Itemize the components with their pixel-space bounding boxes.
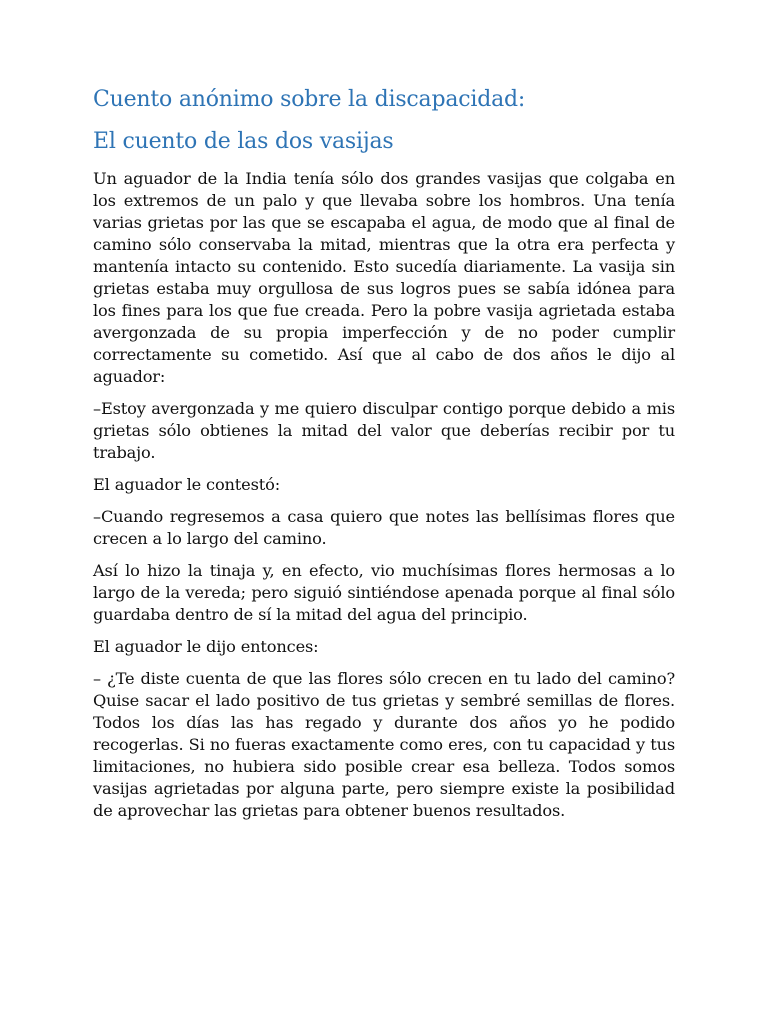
- document-page: [93, 84, 675, 832]
- document-subtitle: El cuento de las dos vasijas: [93, 129, 394, 154]
- paragraph-aguador-flowers: –Cuando regresemos a casa quiero que notes las bellísimas flores que crecen a lo largo del camino.: [93, 507, 675, 548]
- paragraph-vasija-apology: –Estoy avergonzada y me quiero disculpar contigo porque debido a mis grietas sólo obtienes la mitad del valor que deberías recibir por tu trabajo.: [93, 399, 675, 462]
- paragraph-moral: – ¿Te diste cuenta de que las flores sólo crecen en tu lado del camino? Quise sacar el lado positivo de tus grietas y sembré semillas de flores. Todos los días las has regado y durante dos años yo he podido recogerlas. Si no fueras exactamente como eres, con tu capacidad y tus limitaciones, no hubiera sido posible crear esa belleza. Todos somos vasijas agrietadas por alguna parte, pero siempre existe la posibilidad de aprovechar las grietas para obtener buenos resultados.: [93, 669, 675, 820]
- document-title: Cuento anónimo sobre la discapacidad:: [93, 87, 526, 112]
- paragraph-aguador-answer: El aguador le contestó:: [93, 475, 281, 494]
- paragraph-aguador-then: El aguador le dijo entonces:: [93, 637, 319, 656]
- paragraph-intro: Un aguador de la India tenía sólo dos grandes vasijas que colgaba en los extremos de un palo y que llevaba sobre los hombros. Una tenía varias grietas por las que se escapaba el agua, de modo que al final de camino sólo conservaba la mitad, mientras que la otra era perfecta y mantenía intacto su contenido. Esto sucedía diariamente. La vasija sin grietas estaba muy orgullosa de sus logros pues se sabía idónea para los fines para los que fue creada. Pero la pobre vasija agrietada estaba avergonzada de su propia imperfección y de no poder cumplir correctamente su cometido. Así que al cabo de dos años le dijo al aguador:: [93, 169, 675, 386]
- paragraph-tinaja-saw: Así lo hizo la tinaja y, en efecto, vio muchísimas flores hermosas a lo largo de la vereda; pero siguió sintiéndose apenada porque al final sólo guardaba dentro de sí la mitad del agua del principio.: [93, 561, 675, 624]
